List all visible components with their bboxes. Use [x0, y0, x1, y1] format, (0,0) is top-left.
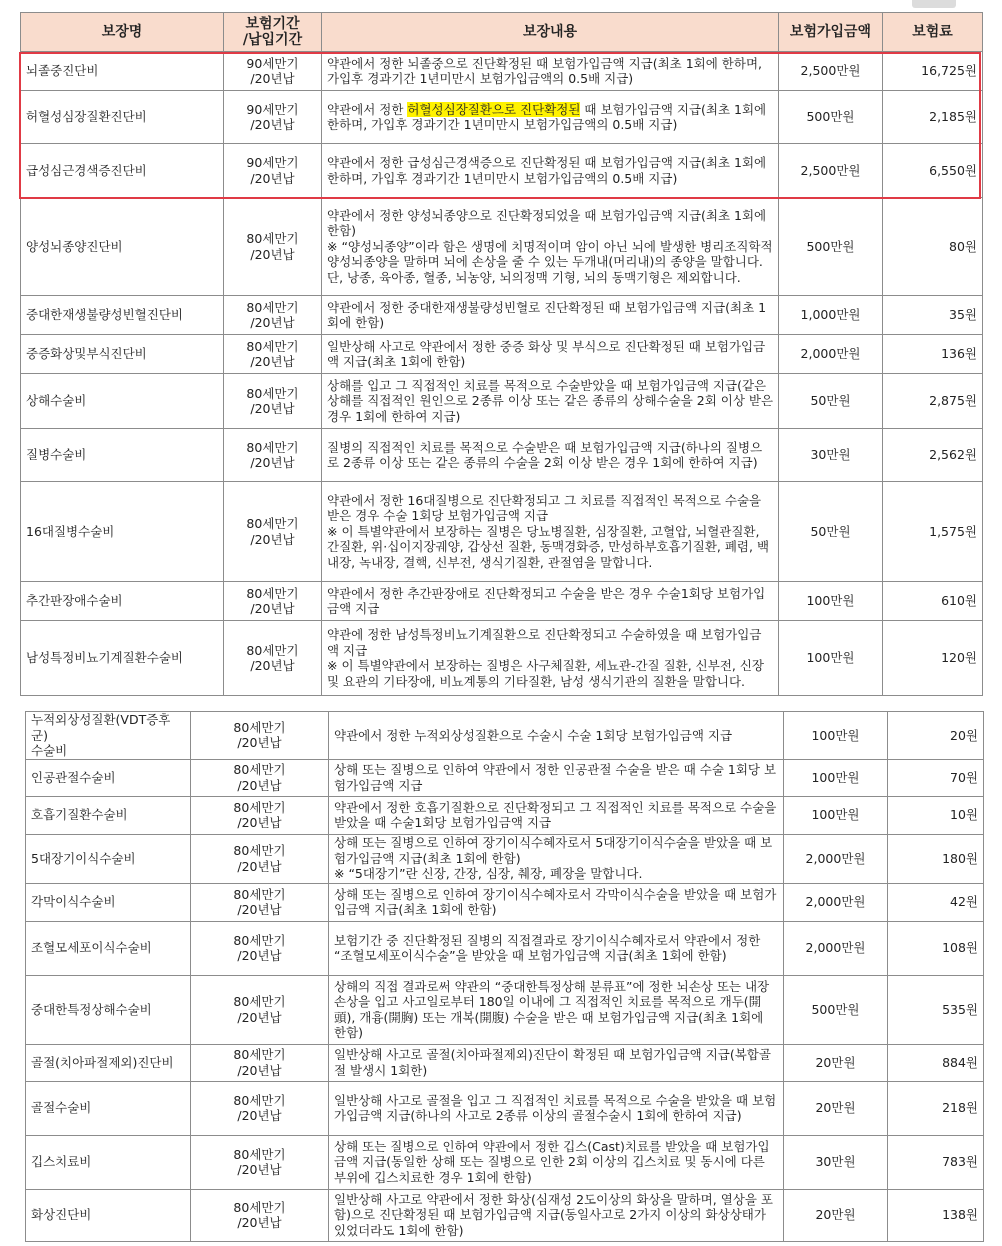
coverage-period: 80세만기 /20년납 [224, 582, 322, 621]
header-premium: 보험료 [883, 13, 983, 52]
coverage-name: 골절(치아파절제외)진단비 [26, 1044, 191, 1081]
insured-amount: 20만원 [784, 1081, 888, 1135]
premium-amount: 138원 [888, 1189, 984, 1241]
coverage-name: 골절수술비 [26, 1081, 191, 1135]
premium-amount: 42원 [888, 883, 984, 921]
coverage-detail: 약관에서 정한 중대한재생불량성빈혈로 진단확정된 때 보험가입금액 지급(최초 1회에 한함) [322, 296, 779, 335]
header-insured-amount: 보험가입금액 [779, 13, 883, 52]
coverage-period: 80세만기 /20년납 [224, 621, 322, 696]
coverage-detail: 약관에서 정한 누적외상성질환으로 수술시 수술 1회당 보험가입금액 지급 [329, 712, 784, 760]
table-row [21, 482, 983, 582]
coverage-name: 화상진단비 [26, 1189, 191, 1241]
table-row [21, 621, 983, 696]
premium-amount: 108원 [888, 921, 984, 975]
insured-amount: 100만원 [784, 712, 888, 760]
table-row [26, 883, 984, 921]
table-row [26, 1044, 984, 1081]
coverage-period: 90세만기 /20년납 [224, 52, 322, 91]
premium-amount: 16,725원 [883, 52, 983, 91]
header-coverage-name: 보장명 [21, 13, 224, 52]
insured-amount: 100만원 [779, 621, 883, 696]
coverage-detail: 일반상해 사고로 골절(치아파절제외)진단이 확정된 때 보험가입금액 지급(복합골절 발생시 1회한) [329, 1044, 784, 1081]
premium-amount: 6,550원 [883, 144, 983, 198]
premium-amount: 2,562원 [883, 429, 983, 482]
coverage-name: 중대한특정상해수술비 [26, 975, 191, 1044]
coverage-detail: 약관에서 정한 호흡기질환으로 진단확정되고 그 직접적인 치료를 목적으로 수술을 받았을 때 수술1회당 보험가입금액 지급 [329, 796, 784, 834]
insured-amount: 500만원 [779, 198, 883, 296]
coverage-detail: 상해 또는 질병으로 인하여 약관에서 정한 인공관절 수술을 받은 때 수술 1회당 보험가입금액 지급 [329, 759, 784, 796]
premium-amount: 70원 [888, 759, 984, 796]
insured-amount: 2,000만원 [779, 335, 883, 374]
premium-amount: 884원 [888, 1044, 984, 1081]
coverage-period: 80세만기 /20년납 [224, 198, 322, 296]
coverage-period: 80세만기 /20년납 [191, 1044, 329, 1081]
premium-amount: 120원 [883, 621, 983, 696]
coverage-period: 80세만기 /20년납 [191, 1081, 329, 1135]
coverage-table-main [20, 12, 983, 696]
coverage-name: 각막이식수술비 [26, 883, 191, 921]
premium-amount: 2,185원 [883, 91, 983, 144]
coverage-detail: 약관에서 정한 추간판장애로 진단확정되고 수술을 받은 경우 수술1회당 보험가입금액 지급 [322, 582, 779, 621]
premium-amount: 80원 [883, 198, 983, 296]
coverage-name: 누적외상성질환(VDT증후군) 수술비 [26, 712, 191, 760]
coverage-period: 80세만기 /20년납 [224, 429, 322, 482]
coverage-detail: 약관에서 정한 허혈성심장질환으로 진단확정된 때 보험가입금액 지급(최초 1회에 한하며, 가입후 경과기간 1년미만시 보험가입금액의 0.5배 지급) [322, 91, 779, 144]
coverage-period: 80세만기 /20년납 [224, 296, 322, 335]
insured-amount: 100만원 [784, 759, 888, 796]
page-corner-tab [912, 0, 956, 8]
table-row [26, 1189, 984, 1241]
table-header-row [21, 13, 983, 52]
coverage-name: 조혈모세포이식수술비 [26, 921, 191, 975]
header-coverage-detail: 보장내용 [322, 13, 779, 52]
premium-amount: 10원 [888, 796, 984, 834]
table-row [21, 374, 983, 429]
coverage-name: 중증화상및부식진단비 [21, 335, 224, 374]
table-row [26, 975, 984, 1044]
premium-amount: 20원 [888, 712, 984, 760]
coverage-period: 80세만기 /20년납 [191, 796, 329, 834]
coverage-name: 중대한재생불량성빈혈진단비 [21, 296, 224, 335]
coverage-detail: 일반상해 사고로 약관에서 정한 화상(심재성 2도이상의 화상을 말하며, 열상을 포함)으로 진단확정된 때 보험가입금액 지급(동일사고로 2가지 이상의 화상상태가 있었더라도 1회에 한함) [329, 1189, 784, 1241]
coverage-name: 추간판장애수술비 [21, 582, 224, 621]
premium-amount: 783원 [888, 1135, 984, 1189]
insured-amount: 30만원 [784, 1135, 888, 1189]
premium-amount: 180원 [888, 834, 984, 883]
coverage-detail: 일반상해 사고로 약관에서 정한 중증 화상 및 부식으로 진단확정된 때 보험가입금액 지급(최초 1회에 한함) [322, 335, 779, 374]
coverage-name: 허혈성심장질환진단비 [21, 91, 224, 144]
coverage-name: 양성뇌종양진단비 [21, 198, 224, 296]
coverage-detail: 상해의 직접 결과로써 약관의 “중대한특정상해 분류표”에 정한 뇌손상 또는 내장손상을 입고 사고일로부터 180일 이내에 그 직접적인 치료를 목적으로 개두(開頭), 개흉(開胸) 또는 개복(開腹) 수술을 받은 때 보험가입금액 지급(최초 1회에 한함) [329, 975, 784, 1044]
coverage-period: 80세만기 /20년납 [191, 883, 329, 921]
insured-amount: 100만원 [784, 796, 888, 834]
coverage-name: 인공관절수술비 [26, 759, 191, 796]
coverage-period: 80세만기 /20년납 [224, 335, 322, 374]
insured-amount: 2,000만원 [784, 883, 888, 921]
table-row [26, 712, 984, 760]
insured-amount: 2,000만원 [784, 834, 888, 883]
table-row [21, 296, 983, 335]
coverage-period: 80세만기 /20년납 [191, 975, 329, 1044]
coverage-period: 80세만기 /20년납 [191, 712, 329, 760]
highlighted-phrase: 허혈성심장질환으로 진단확정된 [407, 101, 581, 117]
coverage-name: 5대장기이식수술비 [26, 834, 191, 883]
table-row [26, 1135, 984, 1189]
premium-amount: 2,875원 [883, 374, 983, 429]
table-row [26, 1081, 984, 1135]
premium-amount: 535원 [888, 975, 984, 1044]
coverage-detail: 약관에서 정한 양성뇌종양으로 진단확정되었을 때 보험가입금액 지급(최초 1회에 한함) ※ “양성뇌종양”이라 함은 생명에 치명적이며 암이 아닌 뇌에 발생한 병리조직학적 양성뇌종양을 말하며 뇌에 손상을 줄 수 있는 두개내(머리내)의 종양을 말합니다. 단, 낭종, 육아종, 혈종, 뇌농양, 뇌의정맥 기형, 뇌의 동맥기형은 제외합니다. [322, 198, 779, 296]
coverage-name: 남성특정비뇨기계질환수술비 [21, 621, 224, 696]
insured-amount: 100만원 [779, 582, 883, 621]
insured-amount: 50만원 [779, 482, 883, 582]
insured-amount: 1,000만원 [779, 296, 883, 335]
coverage-period: 80세만기 /20년납 [191, 1189, 329, 1241]
table-row [21, 429, 983, 482]
coverage-detail: 보험기간 중 진단확정된 질병의 직접결과로 장기이식수혜자로서 약관에서 정한 “조혈모세포이식수술”을 받았을 때 보험가입금액 지급(최초 1회에 한함) [329, 921, 784, 975]
coverage-name: 뇌졸중진단비 [21, 52, 224, 91]
coverage-period: 80세만기 /20년납 [191, 834, 329, 883]
coverage-detail: 약관에서 정한 급성심근경색증으로 진단확정된 때 보험가입금액 지급(최초 1회에 한하며, 가입후 경과기간 1년미만시 보험가입금액의 0.5배 지급) [322, 144, 779, 198]
table-row [21, 582, 983, 621]
table-row [21, 335, 983, 374]
coverage-detail: 약관에 정한 남성특정비뇨기계질환으로 진단확정되고 수술하였을 때 보험가입금액 지급 ※ 이 특별약관에서 보장하는 질병은 사구체질환, 세뇨관-간질 질환, 신부전, 신장 및 요관의 기타장애, 비뇨계통의 기타질환, 남성 생식기관의 질환을 말합니다. [322, 621, 779, 696]
coverage-period: 80세만기 /20년납 [224, 482, 322, 582]
coverage-detail: 상해 또는 질병으로 인하여 장기이식수혜자로서 5대장기이식수술을 받았을 때 보험가입금액 지급(최초 1회에 한함) ※ “5대장기”란 신장, 간장, 심장, 췌장, 폐장을 말합니다. [329, 834, 784, 883]
coverage-detail: 일반상해 사고로 골절을 입고 그 직접적인 치료를 목적으로 수술을 받았을 때 보험가입금액 지급(하나의 사고로 2종류 이상의 골절수술시 1회에 한하여 지급) [329, 1081, 784, 1135]
coverage-detail: 상해 또는 질병으로 인하여 장기이식수혜자로서 각막이식수술을 받았을 때 보험가입금액 지급(최초 1회에 한함) [329, 883, 784, 921]
insured-amount: 20만원 [784, 1189, 888, 1241]
insured-amount: 500만원 [779, 91, 883, 144]
table-row [26, 759, 984, 796]
coverage-name: 급성심근경색증진단비 [21, 144, 224, 198]
coverage-name: 호흡기질환수술비 [26, 796, 191, 834]
table-row [26, 796, 984, 834]
insured-amount: 2,500만원 [779, 52, 883, 91]
coverage-name: 깁스치료비 [26, 1135, 191, 1189]
table-row [21, 198, 983, 296]
premium-amount: 610원 [883, 582, 983, 621]
table-row [21, 91, 983, 144]
coverage-period: 80세만기 /20년납 [191, 759, 329, 796]
table-row [26, 921, 984, 975]
insured-amount: 500만원 [784, 975, 888, 1044]
insured-amount: 20만원 [784, 1044, 888, 1081]
coverage-period: 90세만기 /20년납 [224, 144, 322, 198]
coverage-name: 질병수술비 [21, 429, 224, 482]
coverage-period: 80세만기 /20년납 [224, 374, 322, 429]
coverage-name: 상해수술비 [21, 374, 224, 429]
insured-amount: 2,500만원 [779, 144, 883, 198]
header-period: 보험기간 /납입기간 [224, 13, 322, 52]
coverage-name: 16대질병수술비 [21, 482, 224, 582]
premium-amount: 35원 [883, 296, 983, 335]
coverage-detail: 질병의 직접적인 치료를 목적으로 수술받은 때 보험가입금액 지급(하나의 질병으로 2종류 이상 또는 같은 종류의 수술을 2회 이상 받은 경우 1회에 한하여 지급) [322, 429, 779, 482]
insured-amount: 50만원 [779, 374, 883, 429]
insured-amount: 2,000만원 [784, 921, 888, 975]
coverage-period: 90세만기 /20년납 [224, 91, 322, 144]
coverage-table-lower [25, 711, 984, 1242]
table-row [21, 52, 983, 91]
coverage-detail: 약관에서 정한 뇌졸중으로 진단확정된 때 보험가입금액 지급(최초 1회에 한하며, 가입후 경과기간 1년미만시 보험가입금액의 0.5배 지급) [322, 52, 779, 91]
coverage-detail: 상해 또는 질병으로 인하여 약관에서 정한 깁스(Cast)치료를 받았을 때 보험가입금액 지급(동일한 상해 또는 질병으로 인한 2회 이상의 깁스치료 및 동시에 다른 부위에 깁스치료한 경우 1회에 한함) [329, 1135, 784, 1189]
premium-amount: 1,575원 [883, 482, 983, 582]
premium-amount: 136원 [883, 335, 983, 374]
insured-amount: 30만원 [779, 429, 883, 482]
table-row [26, 834, 984, 883]
table-row [21, 144, 983, 198]
coverage-period: 80세만기 /20년납 [191, 921, 329, 975]
coverage-period: 80세만기 /20년납 [191, 1135, 329, 1189]
coverage-detail: 약관에서 정한 16대질병으로 진단확정되고 그 치료를 직접적인 목적으로 수술을 받은 경우 수술 1회당 보험가입금액 지급 ※ 이 특별약관에서 보장하는 질병은 당뇨병질환, 심장질환, 고혈압, 뇌혈관질환, 간질환, 위·십이지장궤양, 갑상선 질환, 동맥경화증, 만성하부호흡기질환, 폐렴, 백내장, 녹내장, 결핵, 신부전, 생식기질환, 관절염을 말합니다. [322, 482, 779, 582]
coverage-detail: 상해를 입고 그 직접적인 치료를 목적으로 수술받았을 때 보험가입금액 지급(같은 상해를 직접적인 원인으로 2종류 이상 또는 같은 종류의 상해수술을 2회 이상 받은 경우 1회에 한하여 지급) [322, 374, 779, 429]
premium-amount: 218원 [888, 1081, 984, 1135]
